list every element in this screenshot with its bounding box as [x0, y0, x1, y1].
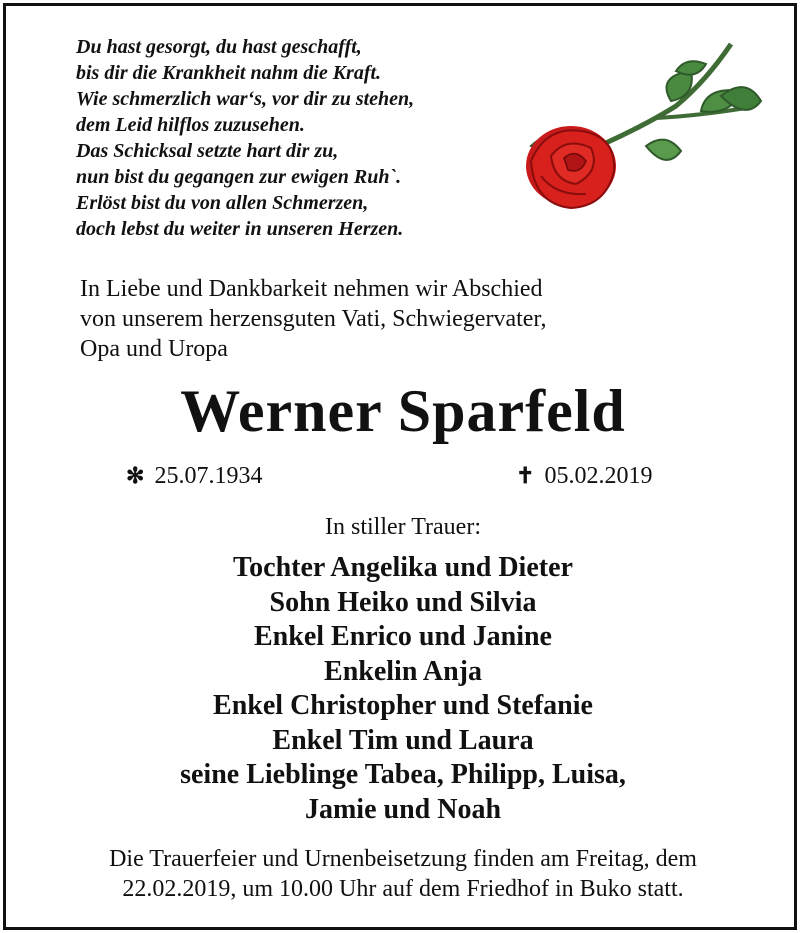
- poem-line: nun bist du gegangen zur ewigen Ruh`.: [76, 166, 402, 188]
- mourners-list: [6, 551, 800, 827]
- mourner-line: Enkel Christopher und Stefanie: [213, 690, 593, 721]
- birth-date: 25.07.1934: [154, 463, 263, 489]
- cross-icon: ✝: [516, 463, 535, 488]
- birth-star-icon: ✻: [126, 463, 145, 488]
- mourning-heading: In stiller Trauer:: [325, 514, 481, 540]
- poem-line: Du hast gesorgt, du hast geschafft,: [76, 36, 362, 58]
- mourner-line: Jamie und Noah: [304, 793, 502, 825]
- intro-line: Opa und Uropa: [80, 336, 228, 362]
- poem-line: Das Schicksal setzte hart dir zu,: [76, 140, 339, 162]
- intro-line: von unserem herzensguten Vati, Schwiegervater,: [80, 306, 547, 332]
- intro-text: [80, 274, 760, 364]
- mourner-line: seine Lieblinge Tabea, Philipp, Luisa,: [180, 759, 626, 790]
- funeral-notice-line: Die Trauerfeier und Urnenbeisetzung finden am Freitag, dem: [109, 846, 697, 872]
- poem-line: Wie schmerzlich war‘s, vor dir zu stehen,: [76, 88, 415, 110]
- intro-line: In Liebe und Dankbarkeit nehmen wir Abschied: [80, 276, 543, 302]
- funeral-notice: [6, 844, 800, 904]
- mourner-line: Sohn Heiko und Silvia: [269, 586, 537, 618]
- obituary-frame: [3, 3, 797, 930]
- birth-date-row: [126, 461, 262, 491]
- deceased-name: Werner Sparfeld: [180, 378, 626, 444]
- poem: [76, 34, 516, 242]
- death-date: 05.02.2019: [544, 463, 653, 489]
- poem-line: Erlöst bist du von allen Schmerzen,: [76, 192, 369, 214]
- funeral-notice-line: 22.02.2019, um 10.00 Uhr auf dem Friedhof in Buko statt.: [122, 876, 684, 902]
- mourner-line: Enkel Tim und Laura: [272, 724, 534, 756]
- red-rose-icon: [506, 36, 776, 226]
- mourner-line: Enkelin Anja: [324, 655, 482, 687]
- poem-line: dem Leid hilflos zuzusehen.: [76, 114, 305, 136]
- poem-line: bis dir die Krankheit nahm die Kraft.: [76, 62, 382, 84]
- mourner-line: Tochter Angelika und Dieter: [233, 552, 573, 583]
- death-date-row: [516, 461, 652, 491]
- mourner-line: Enkel Enrico und Janine: [254, 621, 552, 652]
- poem-line: doch lebst du weiter in unseren Herzen.: [76, 218, 404, 240]
